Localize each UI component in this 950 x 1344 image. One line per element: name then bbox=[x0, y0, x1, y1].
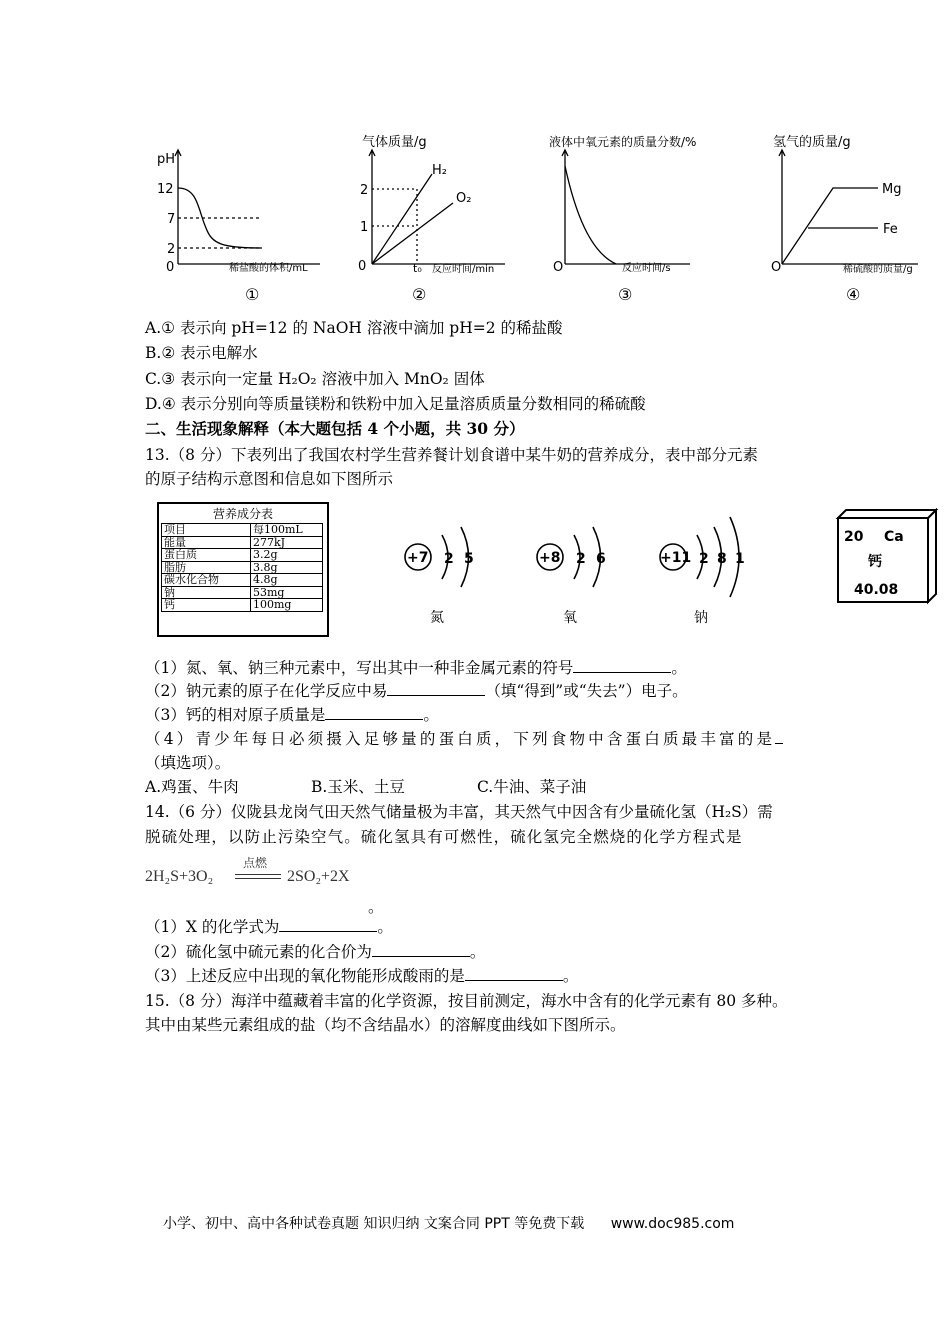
atom-n-nucleus: +7 bbox=[407, 550, 429, 566]
table-row: 能量 277kJ bbox=[162, 536, 323, 549]
atom-o-nucleus: +8 bbox=[539, 550, 561, 566]
graph-4-mg-fe bbox=[779, 150, 918, 264]
q14-sub3: （3）上述反应中出现的氧化物能形成酸雨的是 。 bbox=[145, 967, 579, 985]
graphs-figure bbox=[0, 0, 950, 310]
section-2-heading: 二、生活现象解释（本大题包括 4 个小题，共 30 分） bbox=[145, 419, 525, 438]
q15-line1: 15.（8 分）海洋中蕴藏着丰富的化学资源，按目前测定，海水中含有的化学元素有 80 多种。 bbox=[145, 992, 788, 1010]
q14-sub2: （2）硫化氢中硫元素的化合价为 。 bbox=[145, 943, 486, 961]
graph-1-ph-curve bbox=[175, 150, 320, 264]
answer-blank[interactable] bbox=[387, 681, 485, 696]
atom-n-name: 氮 bbox=[430, 610, 444, 626]
g2-ytick-1: 1 bbox=[360, 220, 369, 235]
calcium-element-card bbox=[832, 508, 942, 608]
g2-series-h2: H₂ bbox=[432, 163, 447, 178]
g2-number: ② bbox=[412, 285, 427, 304]
g4-ylabel: 氢气的质量/g bbox=[773, 135, 851, 150]
g1-ytick-2: 2 bbox=[167, 242, 176, 257]
q14-period: 。 bbox=[368, 898, 384, 916]
answer-blank[interactable] bbox=[775, 729, 783, 744]
choice-b: B.玉米、土豆 bbox=[311, 778, 405, 796]
q13-line1: 13.（8 分）下表列出了我国农村学生营养餐计划食谱中某牛奶的营养成分，表中部分元素 bbox=[145, 446, 758, 464]
g4-number: ④ bbox=[846, 285, 861, 304]
answer-blank[interactable] bbox=[573, 658, 671, 673]
atom-diagrams bbox=[380, 505, 760, 630]
g4-series-mg: Mg bbox=[882, 182, 902, 197]
answer-blank[interactable] bbox=[372, 942, 470, 957]
q13-sub4: （4）青少年每日必须摄入足够量的蛋白质，下列食物中含蛋白质最丰富的是 bbox=[145, 729, 783, 749]
atom-na-shell-2: 8 bbox=[717, 551, 727, 567]
footer-url[interactable]: www.doc985.com bbox=[610, 1216, 735, 1232]
table-row: 蛋白质 3.2g bbox=[162, 549, 323, 562]
atom-n-shell-1: 2 bbox=[444, 551, 454, 567]
g2-series-o2: O₂ bbox=[456, 191, 472, 206]
option-b: B.② 表示电解水 bbox=[145, 344, 258, 362]
atom-o-shell-1: 2 bbox=[576, 551, 586, 567]
g2-ytick-2: 2 bbox=[360, 183, 369, 198]
g3-number: ③ bbox=[618, 285, 633, 304]
option-a: A.① 表示向 pH=12 的 NaOH 溶液中滴加 pH=2 的稀盐酸 bbox=[145, 319, 563, 337]
eq-condition: 点燃 bbox=[243, 856, 268, 870]
q14-line2: 脱硫处理，以防止污染空气。硫化氢具有可燃性，硫化氢完全燃烧的化学方程式是 bbox=[145, 828, 743, 846]
table-row: 钙 100mg bbox=[162, 599, 323, 612]
atom-na-shell-3: 1 bbox=[735, 551, 745, 567]
choice-a: A.鸡蛋、牛肉 bbox=[145, 778, 239, 796]
footer-text: 小学、初中、高中各种试卷真题 知识归纳 文案合同 PPT 等免费下载 bbox=[163, 1216, 585, 1232]
answer-blank[interactable] bbox=[279, 917, 377, 932]
ca-mass: 40.08 bbox=[854, 582, 899, 598]
q14-sub1: （1）X 的化学式为 。 bbox=[145, 918, 393, 936]
choice-c: C.牛油、菜子油 bbox=[477, 778, 587, 796]
eq-left: 2H₂S+3O₂ bbox=[145, 868, 214, 885]
g1-ytick-7: 7 bbox=[167, 212, 176, 227]
g1-xlabel: 稀盐酸的体积/mL bbox=[229, 263, 308, 274]
q13-line2: 的原子结构示意图和信息如下图所示 bbox=[145, 470, 394, 488]
g3-origin: O bbox=[553, 260, 564, 275]
g2-xlabel: 反应时间/min bbox=[432, 264, 495, 275]
q13-sub1: （1）氮、氧、钠三种元素中，写出其中一种非金属元素的符号 。 bbox=[145, 659, 687, 677]
table-row: 钠 53mg bbox=[162, 586, 323, 599]
nutrition-table bbox=[157, 502, 329, 637]
eq-right: 2SO₂+2X bbox=[287, 868, 350, 885]
g3-xlabel: 反应时间/s bbox=[622, 263, 671, 274]
q14-line1: 14.（6 分）仪陇县龙岗气田天然气储量极为丰富，其天然气中因含有少量硫化氢（H₂S）需 bbox=[145, 803, 773, 821]
q13-sub2: （2）钠元素的原子在化学反应中易 （填“得到”或“失去”）电子。 bbox=[145, 682, 688, 700]
g1-ylabel: pH bbox=[157, 152, 176, 167]
g4-xlabel: 稀硫酸的质量/g bbox=[843, 264, 913, 275]
g1-number: ① bbox=[245, 285, 260, 304]
g2-xtick-t0: t₀ bbox=[413, 262, 422, 275]
atom-o-name: 氧 bbox=[563, 610, 577, 626]
atom-n-shell-2: 5 bbox=[464, 551, 474, 567]
ca-symbol: Ca bbox=[884, 529, 904, 545]
q13-choices bbox=[145, 777, 587, 797]
option-d: D.④ 表示分别向等质量镁粉和铁粉中加入足量溶质质量分数相同的稀硫酸 bbox=[145, 395, 646, 413]
table-row: 项目 每100mL bbox=[162, 524, 323, 537]
q15-line2: 其中由某些元素组成的盐（均不含结晶水）的溶解度曲线如下图所示。 bbox=[145, 1016, 626, 1034]
option-c: C.③ 表示向一定量 H₂O₂ 溶液中加入 MnO₂ 固体 bbox=[145, 370, 485, 388]
table-row: 脂肪 3.8g bbox=[162, 561, 323, 574]
graph-3-h2o2 bbox=[562, 150, 690, 264]
nutrition-table-title: 营养成分表 bbox=[212, 507, 273, 521]
chemical-equation bbox=[145, 852, 405, 896]
table-row: 碳水化合物 4.8g bbox=[162, 574, 323, 587]
g3-ylabel: 液体中氧元素的质量分数/% bbox=[549, 135, 697, 149]
g1-origin: 0 bbox=[166, 260, 175, 275]
g1-ytick-12: 12 bbox=[157, 182, 174, 197]
atom-na-shell-1: 2 bbox=[699, 551, 709, 567]
q13-sub4b: （填选项）。 bbox=[145, 754, 231, 772]
footer bbox=[163, 1213, 734, 1233]
eq-sign bbox=[235, 874, 281, 879]
answer-blank[interactable] bbox=[325, 705, 423, 720]
ca-atomic-number: 20 bbox=[844, 529, 864, 545]
g2-ylabel: 气体质量/g bbox=[362, 135, 427, 150]
atom-na-nucleus: +11 bbox=[660, 550, 692, 566]
ca-name: 钙 bbox=[868, 554, 882, 570]
g4-series-fe: Fe bbox=[883, 222, 898, 237]
q13-sub3: （3）钙的相对原子质量是 。 bbox=[145, 706, 439, 724]
atom-o-shell-2: 6 bbox=[596, 551, 606, 567]
g2-origin: 0 bbox=[358, 259, 367, 274]
g4-origin: O bbox=[771, 260, 782, 275]
atom-na-name: 钠 bbox=[694, 610, 708, 626]
answer-blank[interactable] bbox=[465, 966, 563, 981]
